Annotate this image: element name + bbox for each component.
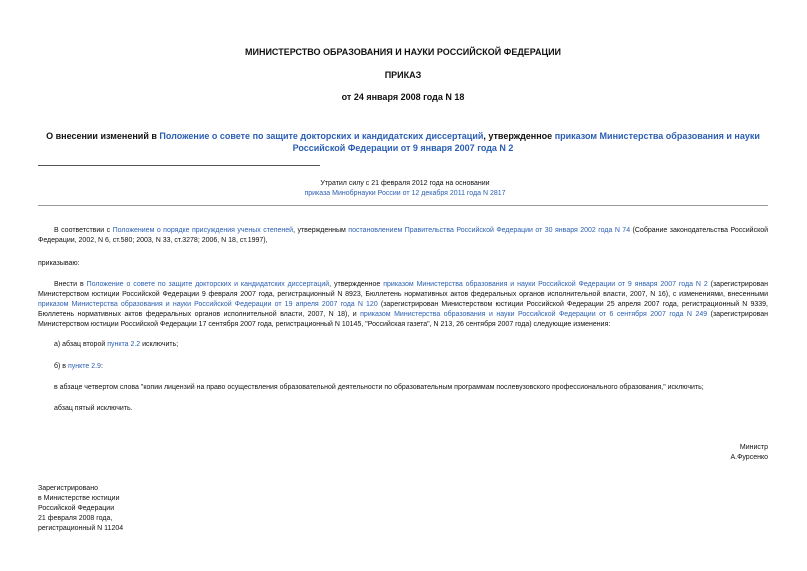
registration-line-1: Зарегистрировано <box>38 485 98 492</box>
order-word: приказываю: <box>38 260 80 267</box>
p2-text-a: Внести в <box>54 281 87 288</box>
doc-date-number: от 24 января 2008 года N 18 <box>341 92 465 102</box>
p1-link-degree-regulation[interactable]: Положением о порядке присуждения ученых степеней <box>112 227 294 234</box>
title-divider <box>38 165 320 166</box>
p2-link-order-249[interactable]: приказом Министерства образования и науки Российской Федерации от 6 сентября 2007 года N 249 <box>360 311 708 318</box>
p2-link-order-120[interactable]: приказом Министерства образования и науки Российской Федерации от 19 апреля 2007 года N 120 <box>38 301 378 308</box>
item-a-link[interactable]: пункта 2.2 <box>107 341 141 348</box>
registration-line-5: регистрационный N 11204 <box>38 525 124 532</box>
item-b-subparagraph-1: в абзаце четвертом слова "копии лицензий на право осуществления образовательной деятельности по образовательным программам послевузовского профессионального образования," исключить; <box>54 384 704 391</box>
p2-text-d: (зарегистрирован Министерством юстиции Российской Федерации 25 апреля 2007 года, регистрационный N 9339, Бюллетень нормативных актов федеральных органов исполнительной власти, 2007, N 18), и <box>38 301 768 318</box>
p1-link-government-decree[interactable]: постановлением Правительства Российской Федерации от 30 января 2002 года N 74 <box>348 227 631 234</box>
item-b <box>54 362 768 372</box>
p1-text-a: В соответствии с <box>54 227 113 234</box>
p2-text-b: , утвержденное <box>329 281 384 288</box>
title-link-regulation[interactable]: Положение о совете по защите докторских и кандидатских диссертаций <box>159 131 484 141</box>
registration-line-4: 21 февраля 2008 года, <box>38 515 113 522</box>
status-divider <box>38 205 768 206</box>
registration-line-3: Российской Федерации <box>38 505 115 512</box>
item-b-prefix: б) в <box>54 363 68 370</box>
p1-text-c: (Собрание законодательства Российской Федерации, 2002, N 6, ст.580; 2003, N 33, ст.3278; 2006, N 18, ст.1997), <box>38 227 769 244</box>
item-b-suffix: : <box>100 363 103 370</box>
p1-text-b: , утвержденным <box>293 227 349 234</box>
ministry-heading: МИНИСТЕРСТВО ОБРАЗОВАНИЯ И НАУКИ РОССИЙСКОЙ ФЕДЕРАЦИИ <box>244 47 562 57</box>
doc-title <box>38 130 768 154</box>
paragraph-basis <box>38 226 768 246</box>
status-link[interactable]: приказа Минобрнауки России от 12 декабря 2011 года N 2817 <box>304 190 506 197</box>
title-prefix: О внесении изменений в <box>46 131 160 141</box>
p2-text-c: (зарегистрирован Министерством юстиции Российской Федерации 9 февраля 2007 года, регистрационный N 8923, Бюллетень нормативных актов федеральных органов исполнительной власти, 2007, N 16), с изменениями, внесенными <box>38 281 769 298</box>
status-note: Утратил силу с 21 февраля 2012 года на основании <box>320 180 490 187</box>
p2-link-regulation[interactable]: Положение о совете по защите докторских и кандидатских диссертаций <box>86 281 330 288</box>
item-b-link[interactable]: пункте 2.9 <box>67 363 101 370</box>
p2-text-e: (зарегистрирован Министерством юстиции Российской Федерации 17 сентября 2007 года, регистрационный N 10145, "Российская газета", N 213, 26 сентября 2007 года) следующие изменения: <box>38 311 768 328</box>
item-a <box>54 340 768 350</box>
item-a-suffix: исключить; <box>140 341 179 348</box>
item-b-subparagraph-2: абзац пятый исключить. <box>54 405 133 412</box>
doc-type-heading: ПРИКАЗ <box>384 70 422 80</box>
signature-position: Министр <box>739 444 768 451</box>
registration-line-2: в Министерстве юстиции <box>38 495 120 502</box>
signature-name: А.Фурсенко <box>730 454 768 461</box>
paragraph-changes <box>38 280 768 330</box>
p2-link-order-2[interactable]: приказом Министерства образования и науки Российской Федерации от 9 января 2007 года N 2 <box>383 281 708 288</box>
title-link-order[interactable]: приказом Министерства образования и науки Российской Федерации от 9 января 2007 года N 2 <box>292 131 760 153</box>
item-a-prefix: а) абзац второй <box>54 341 108 348</box>
title-middle: , утвержденное <box>483 131 555 141</box>
